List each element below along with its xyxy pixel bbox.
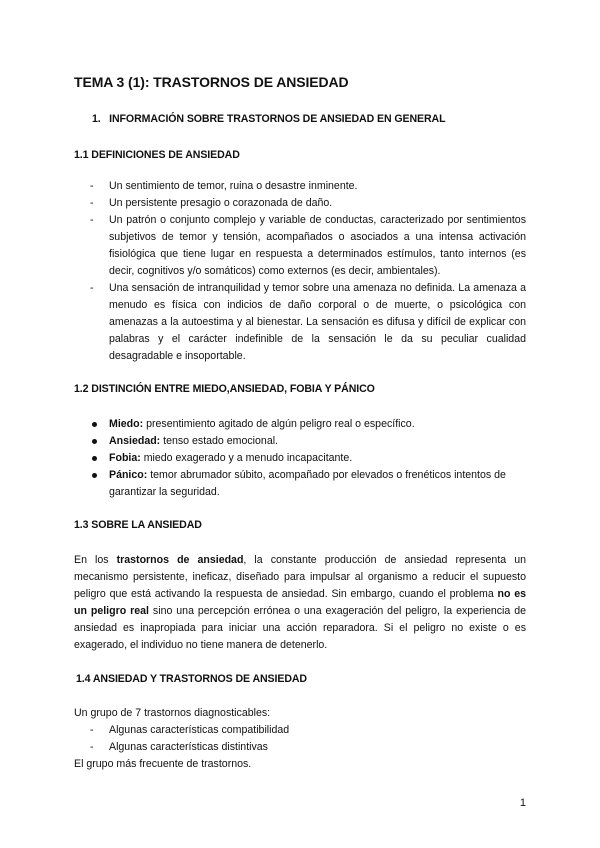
term-label: Fobia: xyxy=(109,452,141,464)
list-item xyxy=(92,450,526,467)
paragraph-text: En los xyxy=(74,554,117,566)
term-label: Pánico: xyxy=(109,469,148,481)
list-item: - Un patrón o conjunto complejo y variable de conductas, caracterizado por sentimientos subjetivos de temor y tensión, acompañados o asociados a una intensa activación fisiológica que tiene lugar en respuesta a determinados estímulos, tanto internos (es decir, cognitivos y/o somáticos) como externos (es decir, ambientales). xyxy=(92,212,526,280)
definitions-list xyxy=(92,178,526,365)
page-number: 1 xyxy=(519,797,526,809)
list-item: - Un persistente presagio o corazonada de daño. xyxy=(92,195,526,212)
paragraph-text: sino una percepción errónea o una exageración del peligro, la experiencia de ansiedad es inapropiada para iniciar una acción reparadora. Si el peligro no existe o es exagerado, el individuo no tiene manera de detenerlo. xyxy=(74,605,526,651)
section-1-heading: 1. INFORMACIÓN SOBRE TRASTORNOS DE ANSIEDAD EN GENERAL xyxy=(92,113,446,125)
features-list xyxy=(92,722,526,756)
page-title: TEMA 3 (1): TRASTORNOS DE ANSIEDAD xyxy=(74,74,349,90)
list-item: - Un sentimiento de temor, ruina o desastre inminente. xyxy=(92,178,526,195)
term-label: Miedo: xyxy=(109,418,144,430)
list-item xyxy=(92,467,526,501)
term-definition: temor abrumador súbito, acompañado por elevados o frenéticos intentos de garantizar la seguridad. xyxy=(109,469,506,498)
list-item: - Algunas características distintivas xyxy=(92,739,526,756)
bold-term: trastornos de ansiedad xyxy=(116,554,244,566)
section-1-4-heading: 1.4 ANSIEDAD Y TRASTORNOS DE ANSIEDAD xyxy=(76,673,307,685)
disorders-closing: El grupo más frecuente de trastornos. xyxy=(74,758,252,770)
list-item xyxy=(92,433,526,450)
list-item: - Una sensación de intranquilidad y temor sobre una amenaza no definida. La amenaza a menudo es física con indicios de daño corporal o de muerte, o psicológica con amenazas a la autoestima y al bienestar. La sensación es difusa y difícil de explicar con palabras y el carácter indefinible de la sensación le da su peculiar cualidad desagradable e insoportable. xyxy=(92,280,526,365)
section-1-1-heading: 1.1 DEFINICIONES DE ANSIEDAD xyxy=(74,149,240,161)
term-definition: tenso estado emocional. xyxy=(160,435,279,447)
bold-term: no es un peligro real xyxy=(74,588,527,617)
term-definition: miedo exagerado y a menudo incapacitante. xyxy=(140,452,353,464)
term-definition: presentimiento agitado de algún peligro real o específico. xyxy=(143,418,415,430)
disorders-intro: Un grupo de 7 trastornos diagnosticables: xyxy=(74,707,271,719)
paragraph-text: , la constante producción de ansiedad representa un mecanismo persistente, ineficaz, diseñado para impulsar al organismo a reducir el supuesto peligro que está activando la respuesta de ansiedad. Sin embargo, cuando el problema xyxy=(74,554,526,600)
list-item xyxy=(92,416,526,433)
distinctions-list xyxy=(92,416,526,501)
section-1-3-heading: 1.3 SOBRE LA ANSIEDAD xyxy=(74,519,202,531)
section-1-2-heading: 1.2 DISTINCIÓN ENTRE MIEDO,ANSIEDAD, FOBIA Y PÁNICO xyxy=(74,383,375,395)
term-label: Ansiedad: xyxy=(109,435,161,447)
anxiety-paragraph xyxy=(74,552,526,654)
list-item: - Algunas características compatibilidad xyxy=(92,722,526,739)
